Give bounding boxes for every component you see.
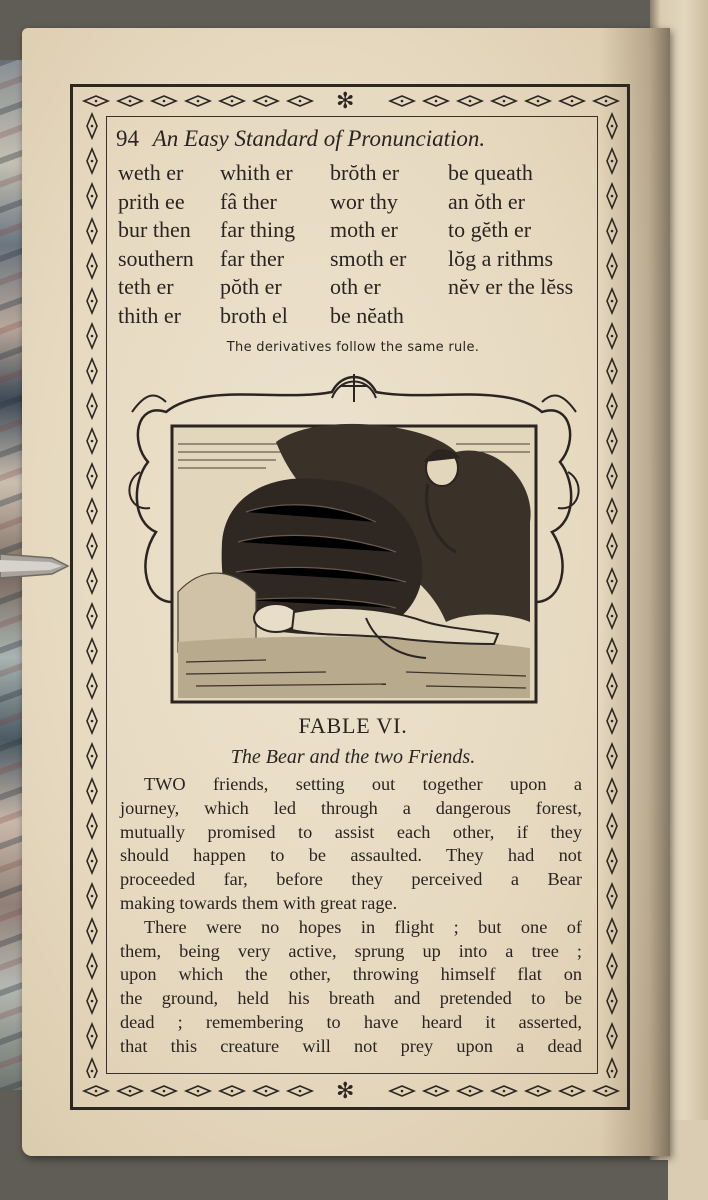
word-cell: whith er	[220, 160, 293, 185]
fable-line: There were no hopes in flight ; but one of	[144, 916, 582, 937]
fable-line: should happen to be assaulted. They had not	[120, 845, 582, 866]
word-cell: far thing	[220, 217, 296, 242]
page-number: 94	[116, 126, 139, 151]
border-star-ornament-bottom: ✻	[336, 1078, 355, 1103]
word-cell: smoth er	[330, 245, 407, 271]
word-cell: thith er	[118, 302, 181, 328]
word-cell: far ther	[220, 245, 285, 271]
fable-line: TWO friends, setting out together upon a	[144, 774, 582, 794]
word-cell: be queath	[448, 160, 533, 185]
border-star-ornament-top: ✻	[336, 88, 355, 113]
word-cell: weth er	[118, 160, 184, 185]
fable-line: journey, which led through a dangerous forest,	[120, 797, 582, 818]
word-cell: to gĕth er	[448, 217, 532, 242]
word-cell: be nĕath	[330, 302, 404, 328]
word-row	[118, 189, 588, 218]
word-cell: lŏg a rithms	[448, 245, 554, 271]
word-row	[118, 274, 588, 303]
word-row	[118, 217, 588, 246]
fable-body	[120, 774, 582, 1060]
fable-line: making towards them with great rage.	[120, 892, 398, 913]
woodcut-illustration	[126, 372, 582, 710]
page-pointer-icon	[0, 548, 70, 584]
facing-page-bottom	[668, 1120, 708, 1200]
word-cell: nĕv er the lĕss	[448, 274, 574, 299]
fable-line: dead ; remembering to have heard it asserted,	[120, 1011, 582, 1032]
fable-title: The Bear and the two Friends.	[230, 746, 476, 768]
pronunciation-word-table	[118, 160, 588, 331]
border-ornament-left	[78, 112, 106, 1078]
word-cell: wor thy	[330, 188, 398, 214]
word-cell: brŏth er	[330, 160, 400, 185]
word-cell: fâ ther	[220, 188, 277, 214]
running-title: An Easy Standard of Pronunciation.	[152, 126, 486, 151]
fable-line: them, being very active, sprung up into a tree ;	[120, 940, 582, 961]
fable-line: upon which the other, throwing himself flat on	[120, 964, 582, 985]
word-row	[118, 246, 588, 275]
word-cell: oth er	[330, 274, 381, 299]
running-header	[116, 126, 485, 152]
word-cell: an ŏth er	[448, 188, 525, 214]
fable-line: proceeded far, before they perceived a Bear	[120, 869, 582, 890]
word-cell: broth el	[220, 302, 288, 328]
word-cell: bur then	[118, 217, 191, 242]
word-cell: prith ee	[118, 188, 185, 214]
word-cell: teth er	[118, 274, 174, 299]
word-cell: pŏth er	[220, 274, 282, 299]
word-cell: moth er	[330, 217, 398, 242]
fable-line: the ground, held his breath and pretended to be	[120, 988, 582, 1009]
word-row	[118, 160, 588, 189]
word-cell: southern	[118, 245, 194, 271]
border-ornament-right	[598, 112, 626, 1078]
rule-note: The derivatives follow the same rule.	[226, 340, 480, 355]
word-row	[118, 303, 588, 332]
fable-heading: FABLE VI.	[298, 713, 408, 738]
fable-line: that this creature will not prey upon a dead	[120, 1035, 582, 1056]
fable-line: mutually promised to assist each other, if they	[120, 821, 582, 842]
